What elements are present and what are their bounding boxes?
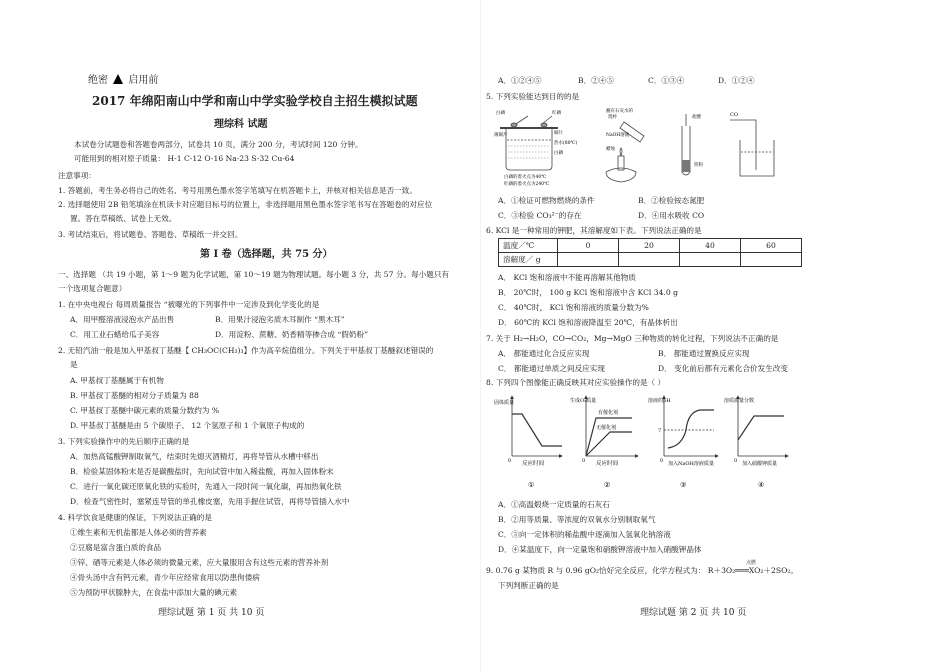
graph-2-x-label: 反应时间: [596, 461, 619, 467]
label-hydrochloric-acid: 盐酸: [692, 115, 701, 120]
graph-2-origin: 0: [582, 458, 586, 464]
q9-reaction-condition: 点燃: [746, 560, 757, 566]
notice-1: 1. 答题前，考生务必将自己的姓名、考号用黑色墨水签字笔填写在机答题卡上，并核对相关信息是否一致。: [58, 186, 417, 195]
q8-option-d: D．④某温度下，向一定量饱和硝酸钾溶液中加入硝酸钾晶体: [498, 545, 702, 554]
label-candle: 蜡烛: [606, 147, 615, 152]
q2-stem-cont: 是: [70, 360, 78, 369]
graph-2-y-label: 生成O₂质量: [570, 398, 597, 404]
graph-1: [512, 396, 562, 456]
q7-stem: 7. 关于 H₂→H₂O，CO→CO₂，Mg→MgO 三种物质的转化过程，下列说法不正确的是: [486, 334, 779, 343]
q3-option-c: C．进行一氧化碳还原氧化铁的实验时，先通入一段时间一氧化碳，再加热氧化铁: [70, 482, 342, 491]
q8-option-a: A．①高温煅烧一定质量的石灰石: [498, 500, 610, 509]
q5-option-d: D．④用水吸收 CO: [638, 211, 705, 220]
figure-1-beaker: [500, 116, 558, 170]
q1-stem: 1. 在中央电视台 每周质量报告 “被曝光的下列事件中一定涉及到化学变化的是: [58, 300, 320, 309]
label-red-phosphorus: 红磷: [552, 111, 561, 116]
notice-3: 3. 考试结束后，将试题卷、答题卷、草稿纸一并交回。: [58, 230, 243, 239]
label-naoh: NaOH溶液: [606, 133, 630, 138]
q5-stem: 5. 下列实验能达到目的的是: [486, 92, 580, 101]
q2-option-a: A. 甲基叔丁基醚属于有机物: [70, 376, 164, 385]
figure-3-test-tube: [682, 114, 690, 175]
table-cell: [741, 253, 802, 267]
graph-4: [738, 396, 788, 456]
q6-option-b: B． 20℃时， 100 g KCl 饱和溶液中含 KCl 34.0 g: [498, 288, 678, 297]
q5-option-a: A．①检证可燃物燃烧的条件: [498, 196, 595, 205]
q4-stem: 4. 科学饮食是健康的保证，下列说法正确的是: [58, 513, 212, 522]
table-row: [499, 239, 802, 253]
q4-option-d: D．①②④: [718, 76, 755, 85]
label-hot-water: 热水(80℃): [554, 141, 578, 146]
table-cell: [619, 253, 680, 267]
confidential-mark: [88, 74, 158, 86]
q2-option-b: B. 甲基叔丁基醚的相对分子质量为 88: [70, 391, 199, 400]
q6-stem: 6. KCl 是一种常用的钾肥，其溶解度如下表。下列说法正确的是: [486, 226, 702, 235]
q1-option-d: D．用淀粉、蔗糖、奶香精等掺合成 “假奶粉”: [215, 330, 368, 339]
graph-1-origin: 0: [508, 458, 512, 464]
graph-1-x-label: 反应时间: [522, 461, 545, 467]
triangle-icon: [113, 74, 123, 84]
graph-4-x-label: 加入硝酸钾质量: [742, 461, 778, 467]
q2-option-d: D. 甲基叔丁基醚是由 5 个碳原子、 12 个氢原子和 1 个氧原子构成的: [70, 421, 305, 430]
q7-option-a: A． 都能通过化合反应实现: [498, 349, 590, 358]
label-white-phosphorus: 白磷: [496, 111, 505, 116]
graph-4-number: ④: [758, 481, 765, 489]
q7-option-c: C． 都能通过单质之间反应实现: [498, 364, 605, 373]
label-beaker: 烧杯: [608, 115, 617, 120]
graph-3-origin: 0: [660, 458, 664, 464]
table-cell: 40: [680, 239, 741, 253]
intro-line-2: 可能用到的相对原子质量： H-1 C-12 O-16 Na-23 S-32 Cu-64: [74, 154, 295, 163]
q2-option-c: C. 甲基叔丁基醚中碳元素的质量分数约为 %: [70, 406, 220, 415]
caption-white-ignition: 白磷的着火点为40℃: [504, 175, 547, 180]
label-copper: 铜片: [554, 131, 563, 136]
q3-stem: 3. 下列实验操作中的先后顺序正确的是: [58, 437, 190, 446]
exam-title: 2017 年绵阳南山中学和南山中学实验学校自主招生模拟试题: [92, 94, 418, 108]
figure-4-co-beaker: [730, 120, 774, 176]
page-footer-1: 理综试题 第 1 页 共 10 页: [158, 608, 265, 618]
table-cell: 60: [741, 239, 802, 253]
graph-1-y-label: 固体质量: [494, 400, 515, 406]
graph-3: [664, 396, 718, 456]
mc-instructions: 一、选择题 （共 19 小题，第 1～9 题为化学试题，第 10～19 题为物理试题。每小题 3 分，共 57 分。每小题只有: [58, 270, 450, 279]
table-cell: 20: [619, 239, 680, 253]
graph-2-number: ②: [604, 481, 611, 489]
table-cell: [558, 253, 619, 267]
graph-3-x-label: 加入NaOH溶液质量: [668, 461, 714, 467]
label-limewater: 蘸有石灰水的: [606, 109, 633, 114]
q3-option-b: B．检验某固体粉末是否是碳酸盐时，先向试管中加入稀盐酸，再加入固体粉末: [70, 467, 334, 476]
graph-2-series-no-catalyst: 无催化剂: [596, 425, 617, 431]
q1-option-b: B．用果汁浸泡劣质木耳制作 “黑木耳”: [215, 315, 345, 324]
label-white-phosphorus-2: 白磷: [554, 151, 563, 156]
q9-stem-cont: 下列判断正确的是: [498, 581, 559, 590]
q8-stem: 8. 下列四个图像能正确反映其对应实验操作的是（ ）: [486, 378, 666, 387]
notice-heading: 注意事项：: [58, 171, 96, 180]
q3-option-d: D．检查气密性时，塞紧连导管的单孔橡皮塞，先用手握住试管，再将导管插入水中: [70, 497, 350, 506]
q4-item-3: ③锌、硒等元素是人体必须的微量元素，应大量服用含有这些元素的营养补剂: [70, 558, 329, 567]
q1-option-a: A．用甲醛溶液浸泡水产品出售: [70, 315, 175, 324]
label-co: CO: [730, 112, 738, 118]
graph-1-number: ①: [528, 481, 535, 489]
q6-solubility-table: [498, 238, 802, 267]
q5-option-b: B．②检验铵态氮肥: [638, 196, 705, 205]
intro-line-1: 本试卷分试题卷和答题卷两部分，试卷共 10 页，满分 200 分，考试时间 120 分钟。: [74, 140, 363, 149]
label-copper-sheet: 薄铜片: [494, 133, 508, 138]
exam-page-2: [480, 0, 950, 672]
q1-option-c: C．用工业石蜡给瓜子美容: [70, 330, 160, 339]
table-cell: 0: [558, 239, 619, 253]
q5-apparatus-figures: [494, 106, 784, 188]
caption-red-ignition: 红磷的着火点为240℃: [504, 182, 550, 187]
q6-option-c: C． 40℃时， KCl 饱和溶液的质量分数为%: [498, 303, 649, 312]
table-cell: 温度／℃: [499, 239, 558, 253]
figure-2-candle: [606, 122, 644, 182]
q4-item-2: ②豆腐是富含蛋白质的食品: [70, 543, 162, 552]
q8-option-c: C．③向一定体积的稀盐酸中逐滴加入氢氧化钠溶液: [498, 530, 671, 539]
graph-3-y-label: 溶液的pH: [648, 398, 671, 404]
q4-option-c: C．①③④: [648, 76, 685, 85]
subject-title: 理综科 试题: [214, 119, 268, 130]
q4-item-1: ①维生素和无机盐都是人体必须的营养素: [70, 528, 207, 537]
graph-4-y-label: 溶质质量分数: [724, 398, 755, 404]
graph-3-number: ③: [680, 481, 687, 489]
table-row: [499, 253, 802, 267]
notice-2: 2. 选择题使用 2B 铅笔填涂在机读卡对应题目标号的位置上，非选择题用黑色墨水签字笔书写在答题卷的对应位: [58, 200, 433, 209]
q8-graphs: [492, 392, 792, 496]
page-footer-2: 理综试题 第 2 页 共 10 页: [640, 608, 747, 618]
q6-option-d: D． 60℃的 KCl 饱和溶液降温至 20℃，有晶体析出: [498, 318, 678, 327]
graph-4-origin: 0: [734, 458, 738, 464]
before-use-label: 启用前: [128, 75, 159, 86]
table-cell: [680, 253, 741, 267]
graph-2-series-catalyst: 有催化剂: [598, 410, 619, 416]
graph-3-ph7-tick: 7: [658, 428, 662, 434]
q3-option-a: A．加热高锰酸钾制取氧气，结束时先熄灭酒精灯，再将导管从水槽中移出: [70, 452, 319, 461]
mc-instructions-cont: 一个选项复合题意）: [58, 284, 127, 293]
q4-item-4: ④骨头汤中含有钙元素，青少年应经常食用以防患佝偻病: [70, 573, 260, 582]
section-1-heading: 第 Ⅰ 卷（选择题，共 75 分）: [200, 249, 333, 260]
q4-option-b: B．②④⑤: [578, 76, 614, 85]
q9-stem: 9. 0.76 g 某物质 R 与 0.96 gO₂恰好完全反应，化学方程式为： R＋3O₂═══XO₂＋2SO₂。: [486, 566, 798, 575]
secret-label: 绝密: [88, 75, 108, 86]
q4-option-a: A．①②④⑤: [498, 76, 542, 85]
label-iron-powder: 铁粉: [694, 163, 703, 168]
q7-option-d: D． 变化前后都有元素化合价发生改变: [658, 364, 789, 373]
q2-stem: 2. 无铅汽油一般是加入甲基叔丁基醚【 CH₃OC(CH₃)₃】作为高辛烷值组分。下列关于甲基叔丁基醚叙述错误的: [58, 346, 434, 355]
notice-2-cont: 置。答在草稿纸、试卷上无效。: [70, 214, 177, 223]
q6-option-a: A． KCl 饱和溶液中不能再溶解其他物质: [498, 273, 636, 282]
q7-option-b: B． 都能通过置换反应实现: [658, 349, 750, 358]
q4-item-5: ⑤为预防甲状腺肿大，在食盐中添加大量的碘元素: [70, 588, 238, 597]
table-cell: 溶解度／ g: [499, 253, 558, 267]
q8-option-b: B．②用等质量、等浓度的双氧水分别制取氧气: [498, 515, 656, 524]
q5-option-c: C．③检验 CO₃²⁻的存在: [498, 211, 582, 220]
